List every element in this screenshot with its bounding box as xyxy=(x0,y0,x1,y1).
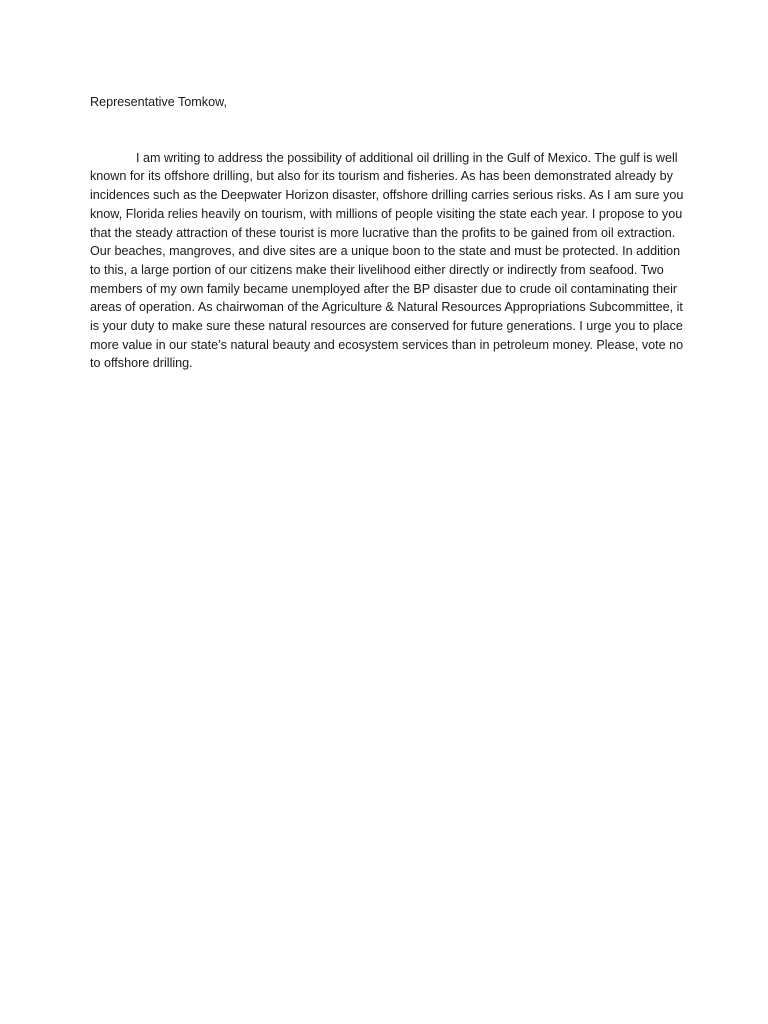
salutation: Representative Tomkow, xyxy=(90,95,227,109)
body-paragraph: I am writing to address the possibility of additional oil drilling in the Gulf of Mexico. The gulf is well known for its offshore drilling, but also for its tourism and fisheries. As has been demonstrated already by incidences such as the Deepwater Horizon disaster, offshore drilling carries serious risks. As I am sure you know, Florida relies heavily on tourism, with millions of people visiting the state each year. I propose to you that the steady attraction of these tourist is more lucrative than the profits to be gained from oil extraction. Our beaches, mangroves, and dive sites are a unique boon to the state and must be protected. In addition to this, a large portion of our citizens make their livelihood either directly or indirectly from seafood. Two members of my own family became unemployed after the BP disaster due to crude oil contaminating their areas of operation. As chairwoman of the Agriculture & Natural Resources Appropriations Subcommittee, it is your duty to make sure these natural resources are conserved for future generations. I urge you to place more value in our state’s natural beauty and ecosystem services than in petroleum money. Please, vote no to offshore drilling. xyxy=(90,150,684,371)
letter xyxy=(90,93,686,373)
